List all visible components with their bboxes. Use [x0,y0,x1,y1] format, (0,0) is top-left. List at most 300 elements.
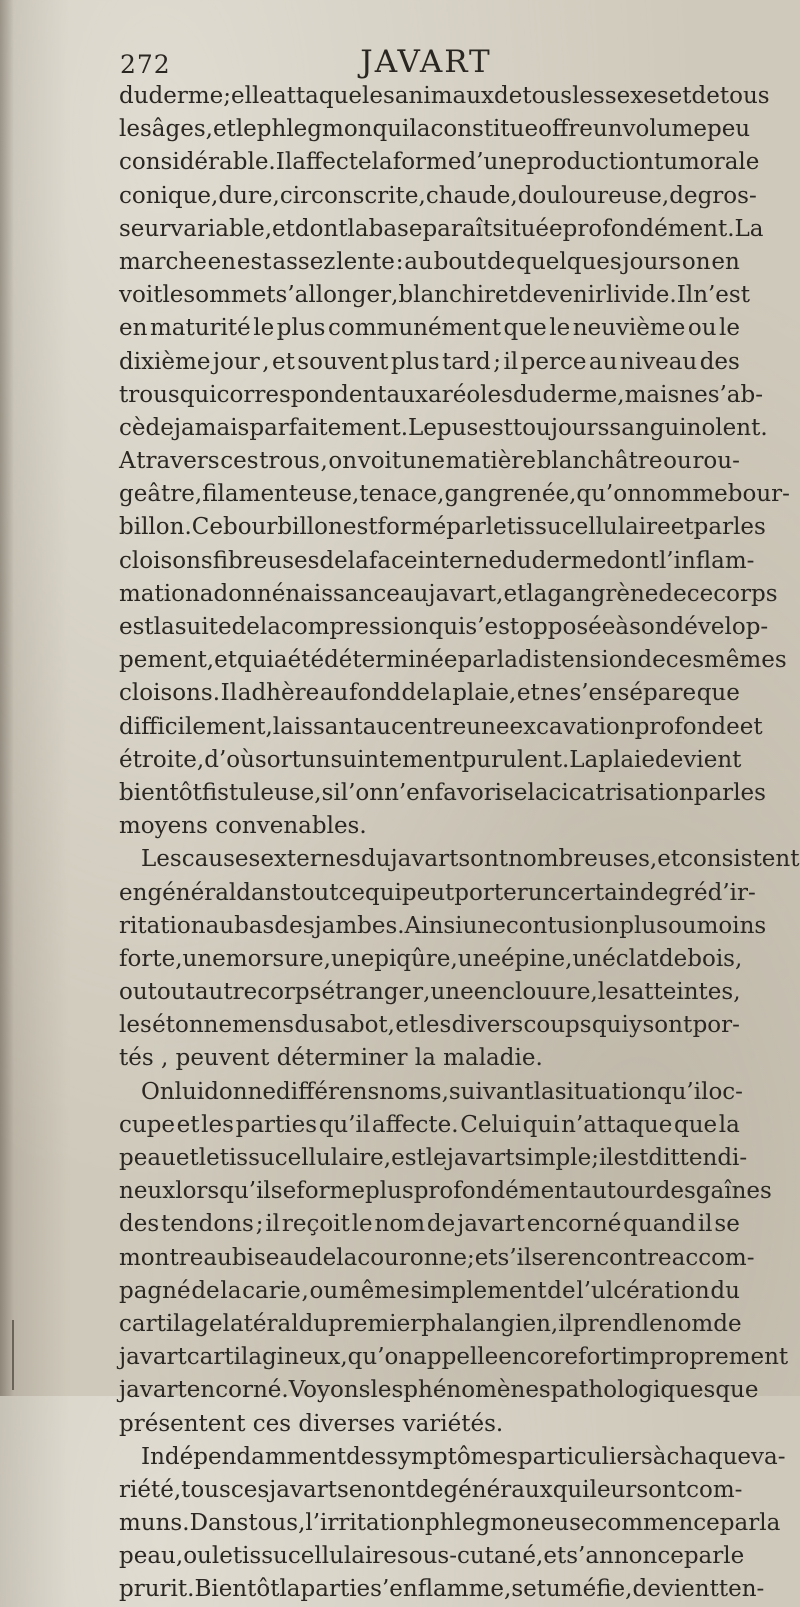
word: le [719,315,740,342]
word: autour [578,1178,656,1205]
word: du [294,1012,324,1039]
word: phalangien [421,1310,551,1337]
word: y [629,1012,643,1039]
word: il [265,1211,281,1238]
word: corps [713,580,778,607]
word: difficilement [119,713,266,740]
word: cède [119,414,174,441]
word: consistent [680,846,800,873]
word: , [323,945,331,972]
word: Il [275,149,293,176]
word: gros- [697,182,757,209]
word: dans [236,879,292,906]
text-line [119,1242,755,1275]
word: du [361,846,391,873]
word: oc- [708,1078,743,1105]
word: fond [348,680,401,707]
word: ritation [119,912,206,939]
word: située [492,215,563,242]
word: base [368,215,423,242]
word: porter [454,879,528,906]
word: que [503,315,547,342]
word: s’ab- [707,381,764,408]
word: reçoit [281,1211,350,1238]
word: des [699,348,740,375]
word: , [272,182,280,209]
word: une [182,945,226,972]
word: perce [520,348,587,375]
word: Celui [460,1111,521,1138]
word: d’une [461,149,527,176]
word: ou [687,315,717,342]
word: A [119,448,136,475]
word: il [697,1211,713,1238]
text-line [119,1109,740,1142]
word: par [683,1543,724,1570]
word: lui [174,1078,205,1105]
text-line [119,113,751,146]
word: nom [374,1211,426,1238]
word: commence [594,1510,720,1537]
word: Dans [189,1510,249,1537]
word: atteintes [630,979,734,1006]
text-line [119,1374,759,1407]
word: s’annonce [566,1543,684,1570]
word: la [347,215,369,242]
word: de [658,580,687,607]
word: devient [655,746,742,773]
word: que [674,1111,718,1138]
word: de [319,547,348,574]
word: nom [662,1310,714,1337]
word: derme [531,547,607,574]
word: , [423,979,431,1006]
word: Il [676,282,694,309]
word: étroite [119,746,197,773]
word: par [719,1510,760,1537]
text-line [119,246,740,279]
text-line [119,412,768,445]
line-text: présentent ces diverses variétés. [119,1410,504,1437]
word: donne [204,1078,277,1105]
word: sanguinolent. [609,414,768,441]
word: de [191,1277,220,1304]
word: la [496,647,518,674]
word: mation [119,580,200,607]
word: plaie, [452,680,517,707]
word: bout [433,248,487,275]
word: un [572,945,603,972]
word: une [457,945,502,972]
word: les [119,116,152,143]
word: il [598,1145,614,1171]
word: de [401,680,430,707]
word: éclat [602,945,659,972]
text-line [119,910,767,943]
word: fibreuses [212,547,320,574]
word: dure [218,182,273,209]
word: paraît [422,215,493,242]
word: ces [220,448,259,475]
word: se [270,1178,297,1205]
word: qui [552,1476,590,1503]
word: On [141,1078,175,1105]
word: le [198,1145,220,1171]
word: , [510,182,518,209]
word: volume [622,116,707,143]
word: cartilagineux [186,1344,341,1371]
word: on [681,248,711,275]
word: tumorale [654,149,760,176]
word: se [531,1244,557,1271]
word: , [418,182,426,209]
word: affecte. [371,1111,459,1138]
word: favorise [434,779,528,806]
word: le [641,1310,663,1337]
word: geâtre, [119,481,203,508]
word: plus [364,1178,414,1205]
word: distension [517,647,638,674]
word: prurit. [119,1576,195,1603]
word: le [425,1145,447,1171]
word: est [236,248,272,275]
text-line [119,1341,789,1374]
word: seur [119,215,171,242]
word: la [527,779,549,806]
word: encorné [526,1211,622,1238]
word: que [715,1377,759,1404]
word: montre [119,1244,204,1271]
word: au [399,580,429,607]
word: du [512,381,543,408]
word: cicatrisation [548,779,694,806]
word: qu’on [347,1344,414,1371]
text-line [119,611,769,644]
word: niveau [619,348,698,375]
word: Ainsi [404,912,463,939]
word: Les [141,846,182,873]
word: , [625,1576,633,1603]
text-line [119,1540,745,1573]
word: devenir [517,282,607,309]
word: , [301,1277,309,1304]
word: excavation [509,713,635,740]
word: de [231,614,260,640]
word: qu’on [576,481,642,508]
text-line [119,810,740,843]
word: de [415,1476,444,1503]
word: naissance [285,580,400,607]
word: étranger [321,979,424,1006]
word: parties [235,1111,318,1138]
word: une [462,912,506,939]
word: , [590,979,598,1006]
text-line [119,578,778,611]
word: son [629,614,670,640]
word: qui [591,1012,629,1039]
word: qui [428,614,466,640]
word: La [569,746,599,773]
word: qu’il [318,1111,371,1138]
text-line [119,711,763,744]
word: sommet [183,282,276,309]
word: biseau [231,1244,308,1271]
word: la [220,1277,242,1304]
word: âges, [151,116,213,143]
word: n’est [693,282,750,309]
text-line [119,877,756,910]
word: ou [119,979,148,1006]
text-line [119,1474,743,1507]
word: forte [119,945,176,972]
word: et [271,348,295,375]
word: , [661,182,670,209]
word: ou [183,1543,212,1570]
word: et [176,1111,200,1138]
word: le [485,514,507,541]
word: cloisons. [119,680,221,707]
word: dixième [119,348,211,375]
word: , [441,1078,449,1105]
word: javart [119,1344,187,1371]
word: derme [542,381,618,408]
word: au [588,348,618,375]
word: nomme [641,481,728,508]
line-text: moyens convenables. [119,813,367,840]
word: et [175,1145,199,1171]
word: gangrenée, [444,481,577,508]
word: javart [446,1145,515,1171]
word: les [572,83,605,109]
word: été [287,647,325,674]
text-line [119,1408,740,1441]
word: bas [234,912,275,939]
word: et [272,215,295,242]
text-line [119,976,740,1009]
word: les [418,1012,452,1039]
body-text [119,80,800,1607]
word: ; [255,1211,264,1238]
word: divers [451,1012,524,1039]
page-number: 272 [120,50,171,79]
word: sort [254,746,301,773]
word: la [759,1510,781,1537]
word: adhère [237,680,320,707]
word: particuliers [517,1443,653,1470]
word: matière [445,448,537,475]
word: souvent [297,348,389,375]
word: noms [379,1078,442,1105]
word: tout [291,879,339,906]
word: bour- [727,481,790,508]
word: les [362,83,395,109]
word: il [558,1310,573,1337]
word: tous [181,1476,231,1503]
word: , [173,1476,182,1503]
word: voit [119,282,163,309]
word: purulent. [461,746,570,773]
word: jamais [173,414,250,441]
word: ou [663,448,692,475]
word: plus [276,315,326,342]
word: les [733,779,766,806]
word: coups [523,1012,592,1039]
word: , [450,945,458,972]
word: : [395,248,404,275]
word: production [526,149,654,176]
word: quand [623,1211,696,1238]
word: de [487,248,516,275]
word: et [503,580,527,607]
word: à [615,614,630,640]
word: douloureuse [517,182,662,209]
text-line [119,1507,781,1540]
word: qui [236,647,274,674]
word: sépare [617,680,697,707]
word: Voyons [288,1377,371,1404]
word: Bientôt [194,1576,280,1603]
text-line [119,1009,740,1042]
word: la [279,1576,301,1603]
word: moins [696,912,767,939]
word: tuméfie [536,1576,626,1603]
word: riété [119,1476,174,1503]
word: pus [436,414,479,441]
word: en [207,248,237,275]
word: en [711,248,740,275]
word: un [592,116,623,143]
word: dont [606,547,659,574]
word: laissant [272,713,363,740]
word: d’ir- [707,879,756,906]
word: com- [686,1476,743,1503]
word: face [368,547,418,574]
word: la [430,680,452,707]
word: de [691,83,720,109]
word: est [478,414,513,441]
word: billon. [119,514,192,541]
word: qui [364,879,402,906]
word: encorné. [186,1377,289,1404]
text-line [119,1275,740,1308]
word: pathologiques [550,1377,716,1404]
word: lorsqu’il [175,1178,271,1205]
word: se [714,1211,740,1238]
text-line [119,1076,743,1109]
word: blanchir [398,282,496,309]
text-line [119,943,743,976]
word: et [474,1244,498,1271]
word: les [597,979,631,1006]
word: premier [328,1310,422,1337]
word: , [211,182,219,209]
word: de [637,647,666,674]
word: profonde [634,713,740,740]
word: parfaitement. [249,414,409,441]
word: suintement [330,746,462,773]
word: blanchâtre [536,448,663,475]
word: externes [260,846,361,873]
word: d’où [204,746,255,773]
word: animaux [394,83,495,109]
word: le [162,282,184,309]
word: il [503,348,519,375]
word: sexes [604,83,669,109]
word: suite [174,614,232,640]
word: n’en [384,779,435,806]
word: général [147,879,237,906]
word: et [657,846,681,873]
text-line [119,677,740,710]
word: autre [194,979,258,1006]
word: et [495,282,518,309]
word: du [298,1310,329,1337]
word: ce [338,879,365,906]
word: en [119,315,148,342]
word: neuvième [572,315,686,342]
text-line [119,1175,772,1208]
word: javart [390,846,459,873]
word: va- [751,1443,786,1470]
word: le [723,1543,745,1570]
word: profondément. [562,215,735,242]
word: ou [667,912,697,939]
word: peu [706,116,751,143]
word: qui [522,1111,560,1138]
word: affecte [292,149,372,176]
word: , [437,481,445,508]
word: est [342,514,378,541]
word: s’en [569,680,617,707]
word: bois, [687,945,743,972]
word: phlegmon [256,116,373,143]
word: le [211,1543,233,1570]
word: ; [466,1244,475,1271]
word: une [466,713,510,740]
text-line [119,777,766,810]
word: trous [119,381,180,408]
word: au [319,680,349,707]
word: javart [119,1377,187,1404]
word: filamenteuse, [202,481,360,508]
word: par [693,514,734,541]
word: de [307,1244,337,1271]
word: peau [119,1145,176,1171]
word: le [253,315,275,342]
word: généraux [443,1476,553,1503]
word: tissu [232,1543,288,1570]
word: plaie [598,746,656,773]
word: ne [679,381,708,408]
word: offre [538,116,593,143]
word: chaude [425,182,511,209]
word: , [175,1543,184,1570]
word: latéral [222,1310,299,1337]
word: leur [589,1476,637,1503]
word: voit [357,448,402,475]
word: , [617,381,625,408]
word: différens [276,1078,380,1105]
word: nombreuses, [508,846,658,873]
text-line [119,180,757,213]
word: phénomènes [403,1377,551,1404]
word: s’allonger [275,282,392,309]
word: de [547,1277,576,1304]
word: , [298,1510,306,1537]
text-line [119,80,770,113]
word: la [153,614,175,640]
word: des [274,912,315,939]
